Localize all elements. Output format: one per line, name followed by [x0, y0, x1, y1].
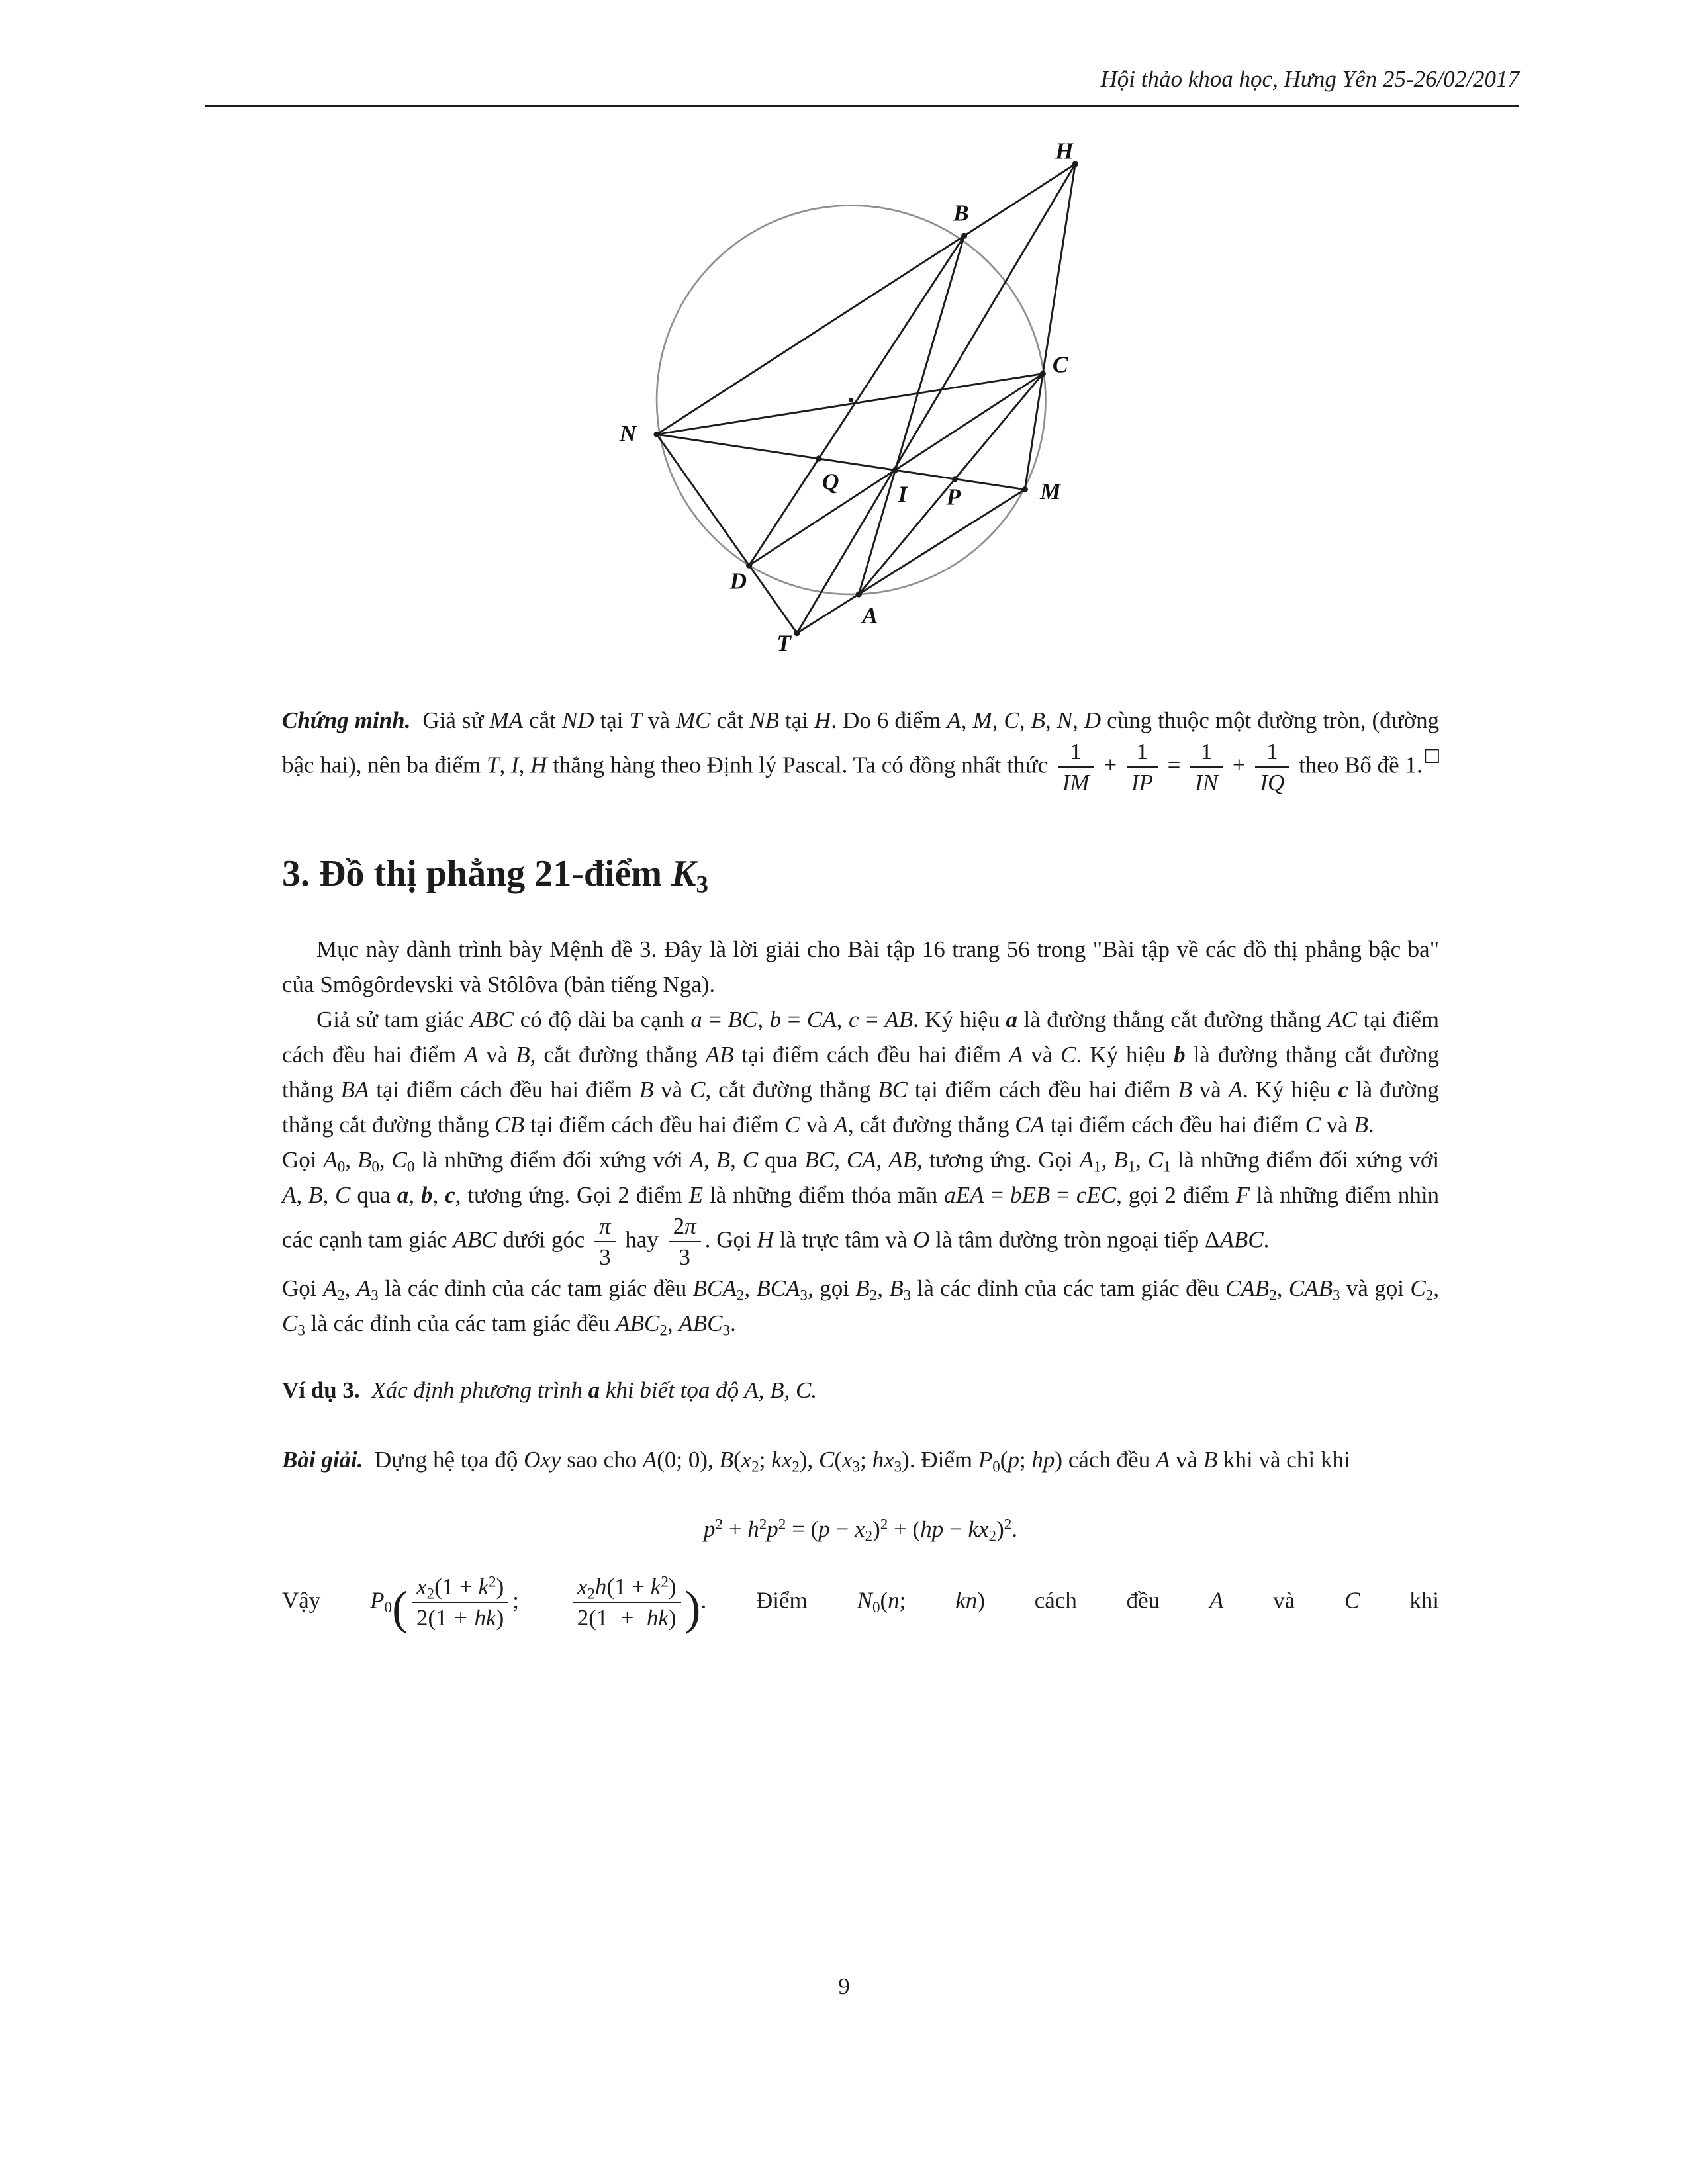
page-header: [205, 66, 1519, 93]
point-m: [1022, 486, 1028, 492]
figure-points: [653, 161, 1078, 636]
proof-paragraph: Chứng minh. Giả sử MA cắt ND tại T và MC cắt NB tại H. Do 6 điểm A, M, C, B, N, D cùng thuộc một đường tròn, (đường bậc hai), nên ba điểm T, I, H thẳng hàng theo Định lý Pascal. Ta có đồng nhất thức $\frac{1}{IM}$ + $\frac{1}{IP}$ = $\frac{1}{IN}$ + $\frac{1}{IQ}$ theo Bổ đề 1. □: [282, 707, 1440, 796]
point-label-n: N: [619, 420, 637, 447]
point-b: [961, 233, 967, 239]
point-i: [892, 467, 898, 473]
point-a: [856, 591, 862, 597]
point-p: [952, 476, 958, 482]
point-label-q: Q: [822, 468, 839, 495]
point-label-t: T: [776, 629, 791, 657]
paragraph-reflections: Gọi A0, B0, C0 là những điểm đối xứng với A, B, C qua BC, CA, AB, tương ứng. Gọi A1, B1, C1 là những điểm đối xứng với A, B, C qua a, b, c, tương ứng. Gọi 2 điểm E là những điểm thỏa mãn aEA = bEB = cEC, gọi 2 điểm F là những điểm nhìn các cạnh tam giác ABC dưới góc $\frac{\pi}{3}$ hay $\frac{2\pi}{3}$ . Gọi H là trực tâm và O là tâm đường tròn ngoại tiếp ΔABC.: [282, 1146, 1440, 1270]
section-heading: 3. Đồ thị phẳng 21-điểm K3: [282, 852, 708, 897]
conclusion-paragraph: Vậy P0( $\frac{x2(1 + k^2)}{2(1 + hk)}$ ; $\frac{x2h(1 + k^2)}{2(1 + hk)}$ ). Điểm N0(n; kn) cách đều A và C khi: [282, 1572, 1439, 1635]
line-n-c: [657, 374, 1043, 435]
point-label-m: M: [1040, 478, 1061, 505]
point-t: [794, 630, 800, 636]
point-label-p: P: [946, 483, 961, 510]
paragraph-equilateral: Gọi A2, A3 là các đỉnh của các tam giác đều BCA2, BCA3, gọi B2, B3 là các đỉnh của các tam giác đều CAB2, CAB3 và gọi C2, C3 là các đỉnh của các tam giác đều ABC2, ABC3.: [282, 1275, 1439, 1339]
point-label-a: A: [862, 602, 878, 629]
point-label-d: D: [729, 567, 747, 594]
content-column: [282, 703, 1440, 1635]
point-label-h: H: [1055, 137, 1074, 164]
figure-lines: [657, 164, 1075, 633]
geometry-figure: [606, 131, 1137, 660]
point-q: [816, 455, 821, 461]
example-heading: Ví dụ 3. Xác định phương trình a khi biết tọa độ A, B, C.: [282, 1377, 818, 1404]
circle-center-dot: [849, 398, 853, 402]
solution-paragraph: Bài giải. Dựng hệ tọa độ Oxy sao cho A(0; 0), B(x2; kx2), C(x3; hx3). Điểm P0(p; hp) cách đều A và B khi và chỉ khi: [282, 1447, 1350, 1475]
point-d: [746, 563, 752, 569]
display-formula: $p^2 + h^2p^2 = (p - x2)^2 + (hp - kx2)^2$.: [703, 1515, 1018, 1545]
line-n-d-t: [657, 434, 797, 633]
paragraph-intro: Mục này dành trình bày Mệnh đề 3. Đây là lời giải cho Bài tập 16 trang 56 trong "Bài tập về các đồ thị phẳng bậc ba" của Smôgôrdevski và Stôlôva (bản tiếng Nga).: [282, 936, 1439, 997]
line-m-c-h: [1025, 164, 1075, 490]
point-n: [653, 432, 659, 437]
point-label-b: B: [953, 199, 969, 226]
point-label-i: I: [898, 480, 908, 508]
paragraph-setup: Giả sử tam giác ABC có độ dài ba cạnh a = BC, b = CA, c = AB. Ký hiệu a là đường thẳng cắt đường thẳng AC tại điểm cách đều hai điểm A và B, cắt đường thẳng AB tại điểm cách đều hai điểm A và C. Ký hiệu b là đường thẳng cắt đường thẳng BA tại điểm cách đều hai điểm B và C, cắt đường thẳng BC tại điểm cách đều hai điểm B và A. Ký hiệu c là đường thẳng cắt đường thẳng CB tại điểm cách đều hai điểm C và A, cắt đường thẳng CA tại điểm cách đều hai điểm C và B.: [282, 1006, 1440, 1138]
page-number: 9: [838, 1974, 850, 1999]
line-b-d: [749, 236, 964, 565]
line-b-a: [859, 236, 964, 594]
header-rule: [205, 105, 1519, 107]
line-pascal-t-i-h: [797, 164, 1075, 633]
point-label-c: C: [1052, 351, 1068, 378]
header-title: Hội thảo khoa học, Hưng Yên 25-26/02/2017: [1100, 66, 1519, 92]
point-c: [1040, 371, 1046, 377]
